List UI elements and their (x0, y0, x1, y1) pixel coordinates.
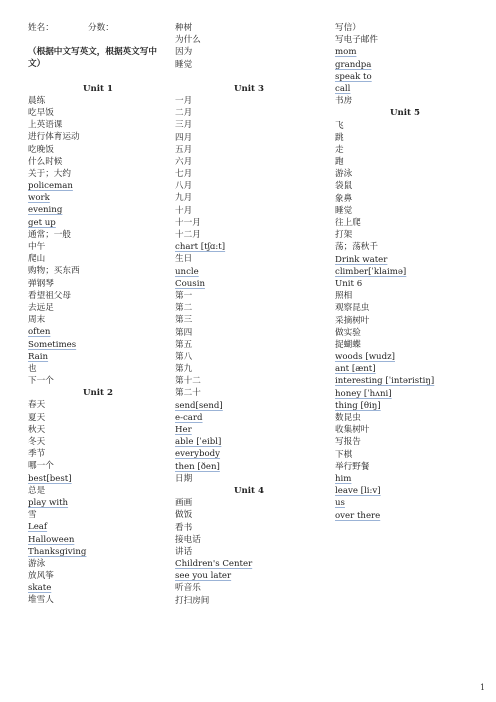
unit-2-title: Unit 2 (83, 388, 113, 399)
vocab-item: 去远足 (28, 302, 54, 313)
vocab-item: 第二 (175, 303, 193, 314)
unit-1-title: Unit 1 (83, 83, 113, 94)
vocab-item: Sometimes (28, 339, 77, 350)
vocab-item: get up (28, 217, 56, 228)
vocab-item: send[send] (175, 400, 223, 411)
vocab-item: 袋鼠 (335, 181, 353, 192)
vocab-item: ant [ænt] (335, 364, 376, 375)
vocab-item: 捉蝴蝶 (335, 339, 361, 350)
vocab-item: 睡觉 (335, 205, 353, 216)
vocab-item: 采摘树叶 (335, 315, 370, 326)
unit-4-title: Unit 4 (234, 485, 264, 496)
unit-4-list (175, 497, 323, 607)
vocab-item: 走 (335, 144, 344, 155)
vocab-item: 季节 (28, 449, 46, 460)
vocab-item: 打扫房间 (175, 595, 210, 606)
vocab-item: 游泳 (28, 558, 46, 569)
vocab-item: 购物；买东西 (28, 266, 80, 277)
vocab-item: 哪一个 (28, 461, 54, 472)
vocab-item: 十一月 (175, 217, 201, 228)
vocab-item: 吃早饭 (28, 107, 54, 118)
vocab-item: speak to (335, 71, 372, 82)
vocab-item: Rain (28, 351, 49, 362)
unit-1-list (28, 95, 168, 388)
vocab-item: 一月 (175, 95, 193, 106)
vocab-item: 象鼻 (335, 193, 353, 204)
vocab-item: 看书 (175, 522, 193, 533)
vocab-item: Children's Center (175, 559, 253, 570)
column-3 (335, 22, 475, 522)
vocab-item: 弹钢琴 (28, 278, 54, 289)
vocab-item: 四月 (175, 132, 193, 143)
vocab-item: 游泳 (335, 169, 353, 180)
vocab-item: 夏天 (28, 412, 46, 423)
vocab-item: uncle (175, 266, 199, 277)
unit-6-list (335, 290, 475, 522)
vocab-item: 雪 (28, 510, 37, 521)
vocab-item: call (335, 83, 351, 94)
vocab-item: 第九 (175, 364, 193, 375)
vocab-item: 六月 (175, 156, 193, 167)
vocab-item: 做饭 (175, 510, 193, 521)
vocab-item: 第八 (175, 351, 193, 362)
vocab-item: 总是 (28, 485, 46, 496)
vocab-item: us (335, 498, 345, 509)
unit-2-list (28, 399, 168, 606)
vocab-item: 举行野餐 (335, 461, 370, 472)
vocab-item: 九月 (175, 193, 193, 204)
vocab-item: 秋天 (28, 424, 46, 435)
vocab-item: Her (175, 425, 192, 435)
header-row (28, 22, 168, 34)
vocab-item: 跑 (335, 157, 344, 168)
instruction-text: （根据中文写英文，根据英文写中文） (28, 47, 157, 70)
vocab-item: 五月 (175, 144, 193, 155)
vocab-item: see you later (175, 571, 232, 582)
vocab-item: 生日 (175, 254, 193, 265)
vocab-item: 冬天 (28, 437, 46, 448)
vocab-item: over there (335, 510, 381, 521)
vocab-item: 上英语课 (28, 120, 63, 131)
vocab-item: 爬山 (28, 254, 46, 265)
vocab-item: him (335, 473, 352, 484)
vocab-item: 放风筝 (28, 571, 54, 582)
column-2-top-list (175, 22, 323, 71)
vocab-item: e-card (175, 412, 203, 423)
vocab-item: 下棋 (335, 449, 353, 460)
vocab-item: grandpa (335, 59, 372, 70)
vocab-item: 因为 (175, 47, 193, 58)
vocab-item: 二月 (175, 108, 193, 119)
vocab-item: 七月 (175, 169, 193, 180)
vocab-item: 写电子邮件 (335, 35, 378, 46)
vocab-item: 接电话 (175, 534, 201, 545)
vocab-item: 第五 (175, 339, 193, 350)
vocab-item: Drink water (335, 254, 388, 265)
vocab-item: 观察昆虫 (335, 303, 370, 314)
vocab-item: 堆雪人 (28, 595, 54, 606)
vocab-item: policeman (28, 181, 73, 192)
vocab-item: 种树 (175, 23, 193, 33)
vocab-item: honey [ˈhʌni] (335, 388, 392, 399)
column-1 (28, 22, 168, 607)
vocab-item: 讲话 (175, 546, 193, 557)
vocab-item: 数昆虫 (335, 413, 361, 423)
vocab-item: 书房 (335, 96, 353, 107)
vocab-item: best[best] (28, 473, 72, 484)
vocab-item: 打架 (335, 230, 353, 241)
vocab-item: 中午 (28, 242, 46, 253)
vocab-item: 做实验 (335, 327, 361, 338)
vocab-item: 周末 (28, 315, 46, 326)
unit-5-list (335, 120, 475, 278)
vocab-item: then [ðen] (175, 461, 220, 472)
vocab-item: work (28, 193, 50, 204)
vocab-item: 飞 (335, 120, 344, 131)
name-label: 姓名： (28, 23, 54, 33)
vocab-item: 第一 (175, 290, 193, 301)
vocab-item: everybody (175, 449, 221, 460)
vocab-item: 关于；大约 (28, 168, 71, 179)
vocab-item: 睡觉 (175, 59, 193, 70)
vocab-item: 为什么 (175, 35, 201, 46)
vocab-item: 听音乐 (175, 583, 201, 594)
vocab-item: interesting [ˈintəristiŋ] (335, 376, 435, 387)
vocab-item: Thanksgiving (28, 546, 87, 557)
vocab-item: 十月 (175, 205, 193, 216)
vocab-item: 看望祖父母 (28, 290, 71, 301)
vocab-item: woods [wudz] (335, 352, 395, 363)
vocab-item: 跳 (335, 132, 344, 143)
vocab-item: Cousin (175, 278, 205, 289)
vocab-item: 写信） (335, 23, 361, 33)
column-2 (175, 22, 323, 607)
vocab-item: 第二十 (175, 388, 201, 399)
vocab-item: Halloween (28, 534, 75, 545)
vocab-item: 三月 (175, 120, 193, 131)
vocab-item: 也 (28, 363, 37, 374)
vocab-item: 八月 (175, 181, 193, 192)
vocab-item: thing [θiŋ] (335, 400, 381, 411)
vocab-item: 收集树叶 (335, 425, 370, 436)
score-label: 分数： (88, 23, 114, 33)
vocab-item: 晨练 (28, 95, 46, 106)
vocab-item: 第三 (175, 315, 193, 326)
vocab-item: Leaf (28, 522, 48, 533)
vocab-item: evening (28, 205, 63, 216)
vocab-item: 荡；荡秋千 (335, 242, 378, 253)
vocab-item: skate (28, 583, 52, 594)
vocab-item: 吃晚饭 (28, 144, 54, 155)
vocab-item: 第十二 (175, 376, 201, 387)
unit-3-title: Unit 3 (234, 83, 264, 94)
vocab-item: 十二月 (175, 230, 201, 240)
unit-3-list (175, 95, 323, 485)
vocab-item: chart [tʃɑ:t] (175, 242, 226, 253)
vocab-item: 通常；一般 (28, 229, 71, 240)
vocab-item: 写报告 (335, 437, 361, 448)
vocab-item: able [ˈeibl] (175, 437, 222, 448)
column-3-top-list (335, 22, 475, 107)
vocab-item: 照相 (335, 291, 353, 302)
unit-5-title: Unit 5 (390, 108, 420, 119)
vocab-item: often (28, 327, 51, 338)
vocab-item: play with (28, 497, 69, 508)
vocab-item: climber[ˈklaimə] (335, 266, 407, 277)
page-number: 1 (480, 683, 486, 692)
vocab-item: leave [li:v] (335, 486, 381, 497)
unit-6-title: Unit 6 (335, 278, 363, 289)
vocab-item: 往上爬 (335, 218, 361, 228)
vocab-item: 画画 (175, 498, 193, 509)
vocab-item: 日期 (175, 473, 193, 484)
vocab-item: 进行体育运动 (28, 132, 80, 143)
vocab-item: 春天 (28, 400, 46, 411)
vocab-item: 第四 (175, 327, 193, 338)
vocab-item: 下一个 (28, 376, 54, 387)
vocab-item: mom (335, 47, 357, 58)
vocab-item: 什么时候 (28, 156, 63, 167)
